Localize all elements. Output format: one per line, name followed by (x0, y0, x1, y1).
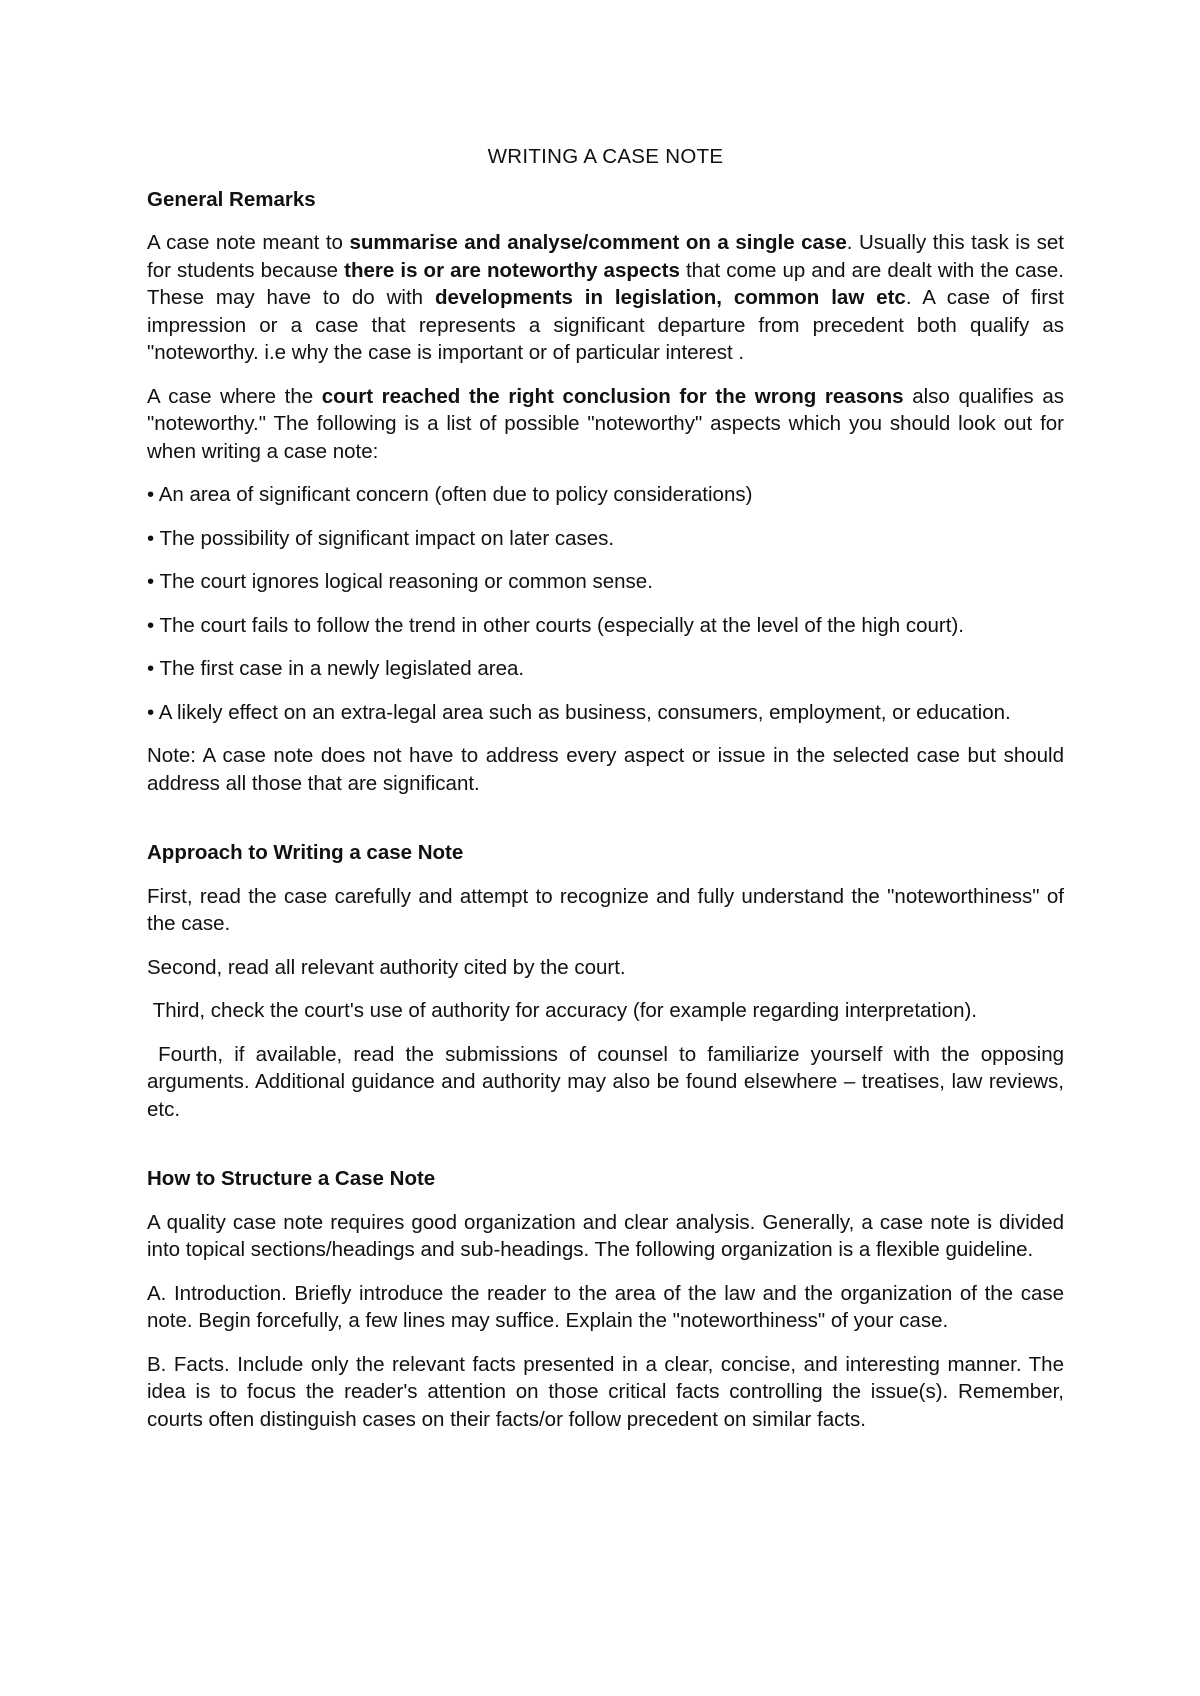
bold-text-run: court reached the right conclusion for the wrong reasons (321, 384, 904, 408)
general-remarks-heading: General Remarks (147, 187, 316, 211)
approach-paragraph: Second, read all relevant authority cited by the court. (147, 955, 626, 979)
approach-heading: Approach to Writing a case Note (147, 841, 464, 864)
approach-paragraph: First, read the case carefully and attempt to recognize and fully understand the "noteworthiness" of the case. (147, 884, 1064, 935)
bullet-item: • An area of significant concern (often due to policy considerations) (147, 483, 753, 506)
bullet-item: • The possibility of significant impact on later cases. (147, 526, 615, 550)
section-spacer (147, 813, 1064, 839)
note-paragraph: Note: A case note does not have to address every aspect or issue in the selected case but should address all those that are significant. (147, 744, 1064, 795)
section-spacer (147, 1139, 1064, 1165)
bullet-item: • The first case in a newly legislated area. (147, 657, 525, 680)
structure-paragraph: A quality case note requires good organization and clear analysis. Generally, a case note is divided into topical sections/headings and sub-headings. The following organization is a flexible guideline. (147, 1210, 1064, 1261)
text-run: A case note meant to (147, 231, 350, 254)
bullet-item: • The court fails to follow the trend in other courts (especially at the level of the high court). (147, 613, 964, 637)
structure-paragraph: B. Facts. Include only the relevant facts presented in a clear, concise, and interesting manner. The idea is to focus the reader's attention on those critical facts controlling the issue(s). Remember, courts often distinguish cases on their facts/or follow precedent on similar facts. (147, 1352, 1064, 1431)
bold-text-run: summarise and analyse/comment on a single case (349, 231, 847, 254)
structure-heading: How to Structure a Case Note (147, 1167, 436, 1190)
text-run: . Usually this task is set for students because (147, 231, 1064, 282)
bold-text-run: developments in legislation, common law etc (435, 286, 906, 309)
document-title: WRITING A CASE NOTE (487, 145, 724, 168)
approach-paragraph: Fourth, if available, read the submissions of counsel to familiarize yourself with the opposing arguments. Additional guidance and authority may also be found elsewhere – treatises, law reviews, etc. (147, 1042, 1070, 1121)
text-run: also qualifies as "noteworthy." The following is a list of possible "noteworthy" aspects which you should look out for when writing a case note: (147, 384, 1064, 463)
general-remarks-paragraph-2 (147, 383, 1064, 466)
approach-paragraph: Third, check the court's use of authority for accuracy (for example regarding interpretation). (147, 999, 977, 1022)
document-page (147, 143, 1070, 1449)
text-run: A case where the (147, 384, 322, 408)
text-run: that come up and are dealt with the case. These may have to do with (147, 258, 1064, 309)
bullet-item: • The court ignores logical reasoning or common sense. (147, 570, 653, 593)
bold-text-run: there is or are noteworthy aspects (344, 258, 680, 282)
structure-paragraph: A. Introduction. Briefly introduce the reader to the area of the law and the organization of the case note. Begin forcefully, a few lines may suffice. Explain the "noteworthiness" of your case. (147, 1281, 1064, 1332)
bullet-item: • A likely effect on an extra-legal area such as business, consumers, employment, or education. (147, 700, 1011, 724)
general-remarks-paragraph-1 (147, 229, 1064, 367)
text-run: . A case of first impression or a case that represents a significant departure from precedent both qualify as "noteworthy. i.e why the case is important or of particular interest . (147, 286, 1064, 364)
